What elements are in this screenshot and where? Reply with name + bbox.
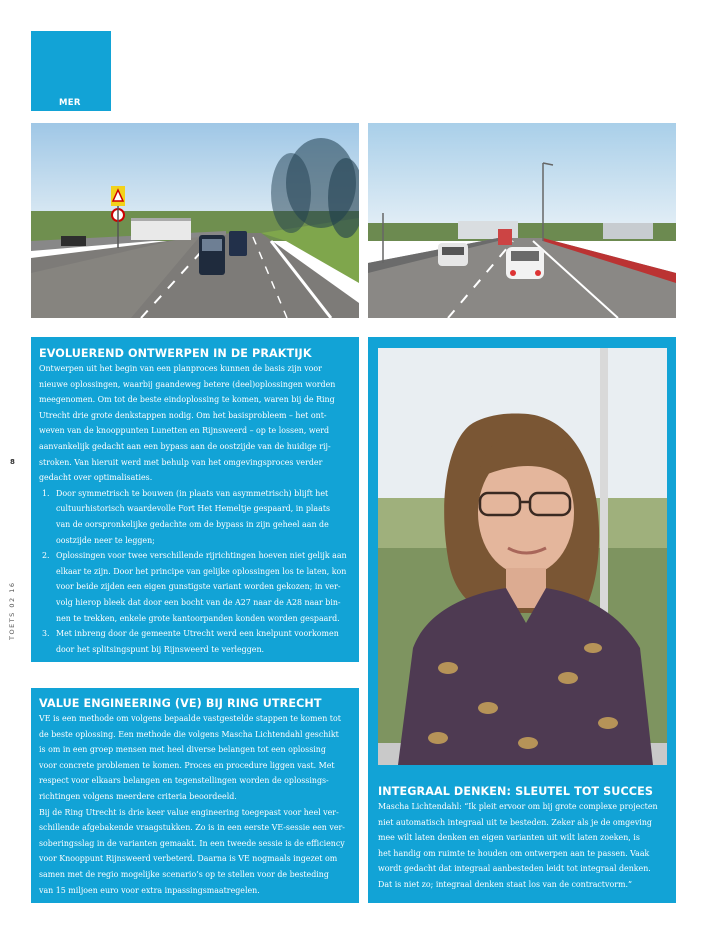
body-line: richtingen volgens meerdere criteria beoordeeld. (39, 791, 237, 801)
list-number: 2. (42, 551, 50, 561)
box-title: INTEGRAAL DENKEN: SLEUTEL TOT SUCCES (378, 785, 654, 798)
list-item (39, 486, 349, 548)
box-title: EVOLUEREND ONTWERPEN IN DE PRAKTIJK (39, 347, 312, 360)
body-line: voor Knooppunt Rijnsweerd verbeterd. Daarna is VE nogmaals ingezet om (39, 854, 338, 864)
body-line: schillende afgebakende vraagstukken. Zo is in een eerste VE-sessie een ver- (39, 823, 345, 833)
body-line: weven van de knooppunten Lunetten en Rijnsweerd – op te lossen, werd (39, 426, 330, 436)
body-line: samen met de regio mogelijke scenario’s op te stellen voor de besteding (39, 869, 329, 879)
body-line: voor concrete problemen te komen. Proces en procedure liggen vast. Met (39, 760, 335, 770)
evoluerend-ontwerpen-box (31, 337, 359, 662)
body-line: Utrecht drie grote denkstappen nodig. Om het basisprobleem – het ont- (39, 410, 327, 420)
highway-photo-left (31, 123, 359, 318)
body-line: Mascha Lichtendahl: “Ik pleit ervoor om bij grote complexe projecten (378, 802, 658, 811)
box-intro (39, 361, 349, 486)
running-footer (8, 580, 20, 640)
integraal-denken-box (368, 337, 676, 903)
body-line: Ontwerpen uit het begin van een planproces kunnen de basis zijn voor (39, 364, 322, 373)
list-line: van de oorspronkelijke gedachte om de bypass in zijn geheel aan de (56, 519, 329, 529)
body-line: soberingsslag in de varianten gemaakt. In een tweede sessie is de efficiency (39, 838, 345, 848)
body-line: Bij de Ring Utrecht is drie keer value engineering toegepast voor heel ver- (39, 807, 339, 817)
list-line: elkaar te zijn. Door het principe van gelijke oplossingen los te laten, kon (56, 566, 347, 576)
box-body (378, 799, 667, 893)
running-footer-label: TOETS 02 16 (8, 581, 16, 640)
body-line: Dat is niet zo; integraal denken staat los van de contractvorm.” (378, 879, 632, 889)
list-line: volg hierop bleek dat door een bocht van de A27 naar de A28 naar bin- (56, 597, 341, 607)
portrait-photo (378, 348, 667, 765)
body-line: meegenomen. Om tot de beste eindoplossing te komen, waren bij de Ring (39, 395, 335, 405)
body-line: respect voor elkaars belangen en tegenstellingen worden de oplossings- (39, 776, 329, 786)
list-line: cultuurhistorisch waardevolle Fort Het Hemeltje gespaard, in plaats (56, 504, 331, 514)
highway-photo-right (368, 123, 676, 318)
list-line: voor beide zijden een eigen gunstigste variant worden gekozen; in ver- (56, 582, 341, 592)
list-number: 3. (42, 629, 50, 639)
box-text (378, 785, 667, 893)
body-line: nieuwe oplossingen, waarbij gaandeweg betere (deel)oplossingen worden (39, 379, 336, 389)
body-line: niet automatisch integraal uit te besteden. Zeker als je de omgeving (378, 817, 652, 827)
body-line: stroken. Van hieruit werd met behulp van het omgevingsproces verder (39, 457, 323, 467)
body-line: van 15 miljoen euro voor extra inpassingsmaatregelen. (39, 885, 260, 895)
value-engineering-box (31, 688, 359, 903)
list-line: Met inbreng door de gemeente Utrecht werd een knelpunt voorkomen (56, 629, 339, 639)
body-line: gedacht over optimalisaties. (39, 473, 153, 483)
list-item (39, 548, 349, 626)
list-line: door het splitsingspunt bij Rijnsweerd te verleggen. (56, 644, 265, 654)
list-line: oostzijde neer te leggen; (56, 535, 155, 545)
page-number: 8 (10, 458, 15, 466)
section-tag-label: MER (59, 98, 81, 108)
body-line: aanvankelijk gedacht aan een bypass aan de oostzijde van de huidige rij- (39, 441, 331, 451)
body-line: mee wilt laten denken en eigen varianten uit wilt laten zoeken, is (378, 833, 640, 843)
body-line: de beste oplossing. Een methode die volgens Mascha Lichtendahl geschikt (39, 729, 339, 739)
body-line: VE is een methode om volgens bepaalde vastgestelde stappen te komen tot (39, 714, 341, 723)
body-line: het handig om ruimte te houden om ontwerpen aan te passen. Vaak (378, 848, 650, 858)
list-line: Oplossingen voor twee verschillende rijrichtingen hoeven niet gelijk aan (56, 551, 347, 561)
list-number: 1. (42, 488, 50, 498)
section-tag (31, 31, 111, 111)
list-line: Door symmetrisch te bouwen (in plaats van asymmetrisch) blijft het (56, 488, 329, 498)
box-body (39, 711, 349, 898)
numbered-list (39, 486, 349, 658)
list-line: nen te trekken, enkele grote kantoorpanden konden worden gespaard. (56, 613, 340, 623)
list-item (39, 626, 349, 657)
body-line: is om in een groep mensen met heel diverse belangen tot een oplossing (39, 745, 326, 755)
box-title: VALUE ENGINEERING (VE) BIJ RING UTRECHT (39, 697, 322, 710)
body-line: wordt gedacht dat integraal aanbesteden leidt tot integraal denken. (378, 864, 651, 874)
